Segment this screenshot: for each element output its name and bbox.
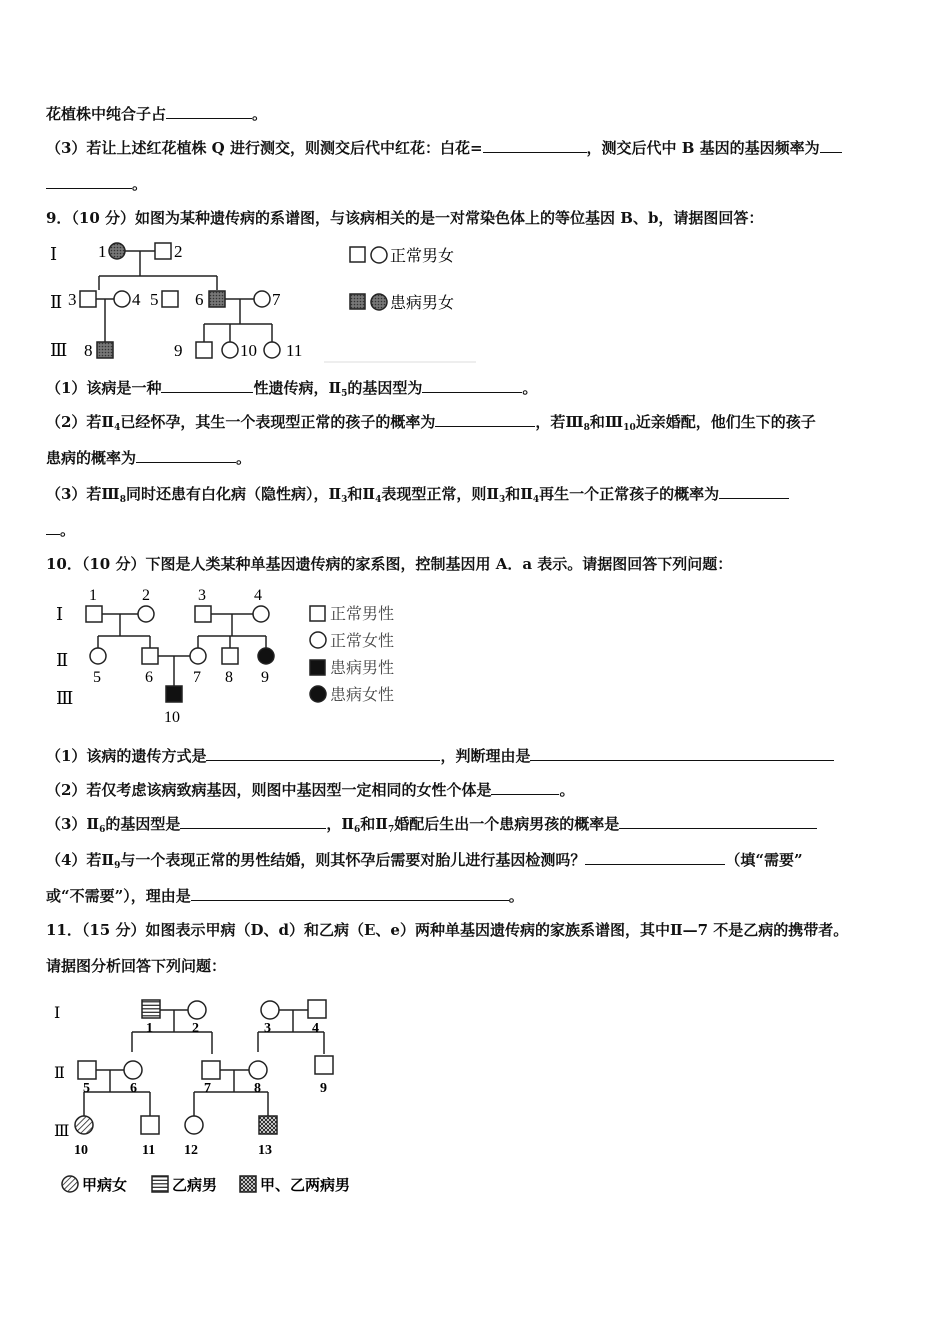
answer-blank[interactable] [585, 850, 725, 865]
legend-label: 正常女性 [330, 633, 395, 650]
member-number: 3 [68, 290, 77, 309]
member-number: 8 [225, 669, 233, 686]
text: 和Ⅱ [347, 485, 376, 503]
text: 。 [60, 521, 76, 539]
member-number: 7 [193, 669, 201, 686]
normal-female [185, 1116, 203, 1134]
member-number: 9 [261, 669, 269, 686]
legend-disease-ab-male [240, 1176, 256, 1192]
answer-blank[interactable] [46, 174, 132, 189]
q10-part2 [46, 780, 574, 800]
member-number: 10 [74, 1143, 88, 1158]
member-number: 8 [254, 1081, 261, 1096]
member-number: 2 [174, 242, 183, 261]
normal-male [315, 1056, 333, 1074]
q11-stem-cont: 请据图分析回答下列问题： [46, 957, 227, 975]
legend-disease-b-male [152, 1176, 168, 1192]
member-number: 7 [272, 290, 281, 309]
member-number: 2 [142, 587, 150, 604]
gen-label: Ⅱ [54, 1065, 65, 1082]
member-number: 5 [83, 1081, 90, 1096]
normal-female [264, 342, 280, 358]
member-number: 2 [192, 1021, 199, 1036]
normal-male [80, 291, 96, 307]
answer-blank[interactable] [166, 104, 252, 119]
gen-label: Ⅰ [50, 244, 58, 264]
answer-blank[interactable] [491, 780, 559, 795]
subscript: 8 [119, 495, 126, 505]
gen-label: Ⅲ [56, 688, 74, 708]
member-number: 6 [195, 290, 204, 309]
member-number: 12 [184, 1143, 198, 1158]
text: 和Ⅱ [360, 815, 388, 833]
normal-female [254, 291, 270, 307]
normal-male [195, 606, 211, 622]
answer-blank[interactable] [530, 746, 834, 761]
normal-female [114, 291, 130, 307]
text: （填“需要” [725, 851, 803, 869]
text: 和Ⅱ [505, 485, 533, 503]
member-number: 4 [312, 1021, 319, 1036]
legend-label: 甲病女 [82, 1178, 128, 1194]
answer-blank[interactable] [422, 378, 522, 393]
text: 的基因型是 [105, 815, 181, 833]
member-number: 7 [204, 1081, 211, 1096]
answer-blank[interactable] [136, 448, 236, 463]
q9-part2-cont [46, 448, 251, 468]
member-number: 8 [84, 341, 93, 360]
member-number: 6 [145, 669, 153, 686]
text: 。 [132, 175, 148, 193]
normal-female [138, 606, 154, 622]
normal-female [124, 1061, 142, 1079]
legend-normal-male [310, 606, 325, 621]
q10-part4 [46, 850, 803, 876]
text: 再生一个正常孩子的概率为 [539, 485, 720, 503]
text: 和Ⅲ [589, 413, 624, 431]
legend-label: 乙病男 [172, 1178, 218, 1194]
text: （2）若仅考虑该病致病基因，则图中基因型一定相同的女性个体是 [46, 781, 492, 799]
legend-label: 甲、乙两病男 [260, 1178, 351, 1194]
member-number: 3 [198, 587, 206, 604]
affected-female [258, 648, 274, 664]
subscript: 3 [341, 495, 348, 505]
member-number: 11 [286, 341, 303, 360]
text: 婚配后生出一个患病男孩的概率是 [394, 815, 620, 833]
text: ，测交后代中 B 基因的基因频率为 [586, 139, 820, 157]
q10-part4-cont [46, 886, 524, 906]
text: 已经怀孕，其生一个表现型正常的孩子的概率为 [120, 413, 436, 431]
text: 。 [252, 105, 268, 123]
text: ，判断理由是 [440, 747, 531, 765]
answer-blank[interactable] [161, 378, 253, 393]
text: 。 [559, 781, 575, 799]
q10-part3 [46, 814, 817, 840]
member-number: 9 [320, 1081, 327, 1096]
answer-blank[interactable] [719, 484, 789, 499]
subscript: 8 [583, 423, 590, 433]
prev-question-line-1 [46, 104, 267, 124]
text: 近亲婚配，他们生下的孩子 [635, 413, 816, 431]
gen-label: Ⅲ [54, 1123, 70, 1140]
member-number: 1 [146, 1021, 153, 1036]
q10-stem: 10．（10 分）下图是人类某种单基因遗传病的家系图，控制基因用 A．a 表示。请据图回答下列问题： [46, 555, 733, 573]
subscript: 4 [532, 495, 540, 505]
answer-blank[interactable] [180, 814, 326, 829]
member-number: 1 [89, 587, 97, 604]
member-number: 10 [164, 709, 180, 726]
text: 表现型正常，则Ⅱ [381, 485, 499, 503]
affected-male [97, 342, 113, 358]
subscript: 6 [354, 825, 361, 835]
legend-affected-male [310, 660, 325, 675]
normal-male [86, 606, 102, 622]
answer-blank[interactable] [206, 746, 440, 761]
normal-male [222, 648, 238, 664]
normal-female [188, 1001, 206, 1019]
gen-label: Ⅱ [50, 292, 63, 312]
text: （3）若Ⅲ [46, 485, 120, 503]
normal-female [222, 342, 238, 358]
normal-female [261, 1001, 279, 1019]
member-number: 9 [174, 341, 183, 360]
text: 患病的概率为 [46, 449, 137, 467]
normal-female [249, 1061, 267, 1079]
normal-male [155, 243, 171, 259]
legend-normal-female [310, 632, 326, 648]
text: 性遗传病，Ⅱ [253, 379, 342, 397]
normal-male [142, 648, 158, 664]
prev-question-line-2 [46, 138, 842, 158]
legend-label: 正常男性 [330, 606, 395, 623]
text: （2）若Ⅱ [46, 413, 115, 431]
q11-stem: 11．（15 分）如图表示甲病（D、d）和乙病（E、e）两种单基因遗传病的家族系谱图，其中Ⅱ—7 不是乙病的携带者。 [46, 921, 849, 939]
q9-part2 [46, 412, 816, 438]
text: 与一个表现正常的男性结婚，则其怀孕后需要对胎儿进行基因检测吗？ [120, 851, 586, 869]
affected-male [209, 291, 225, 307]
legend-disease-a-female [62, 1176, 78, 1192]
q9-part3-cont [46, 520, 75, 540]
subscript: 7 [387, 825, 395, 835]
subscript: 9 [114, 861, 121, 871]
normal-male [196, 342, 212, 358]
q9-pedigree-figure [44, 234, 484, 366]
text: （1）该病是一种 [46, 379, 162, 397]
q10-pedigree-figure [44, 580, 444, 728]
text: 花植株中纯合子占 [46, 105, 167, 123]
legend-affected-male [350, 294, 365, 309]
subscript: 5 [341, 389, 348, 399]
legend-affected-female [310, 686, 326, 702]
legend-normal-female [371, 247, 387, 263]
gen-label: Ⅰ [54, 1005, 61, 1022]
legend-label: 正常男女 [390, 248, 455, 265]
subscript: 10 [623, 423, 636, 433]
normal-male [202, 1061, 220, 1079]
member-number: 5 [93, 669, 101, 686]
answer-blank[interactable] [46, 520, 60, 535]
answer-blank[interactable] [483, 138, 587, 153]
q11-pedigree-figure [44, 994, 374, 1200]
text: 。 [236, 449, 252, 467]
legend-label: 患病男性 [330, 660, 395, 677]
member-number: 3 [264, 1021, 271, 1036]
text: （3）Ⅱ [46, 815, 100, 833]
text: ，若Ⅲ [535, 413, 584, 431]
text: 或“不需要”），理由是 [46, 887, 191, 905]
q9-stem: 9．（10 分）如图为某种遗传病的系谱图，与该病相关的是一对常染色体上的等位基因 B、b，请据图回答： [46, 209, 764, 227]
legend-normal-male [350, 247, 365, 262]
subscript: 6 [99, 825, 106, 835]
member-number: 5 [150, 290, 159, 309]
text: 。 [508, 887, 524, 905]
q10-part1 [46, 746, 834, 766]
disease-ab-male [259, 1116, 277, 1134]
gen-label: Ⅲ [50, 340, 68, 360]
answer-blank[interactable] [820, 138, 842, 153]
normal-female [90, 648, 106, 664]
text: 的基因型为 [347, 379, 423, 397]
q9-part3 [46, 484, 789, 510]
disease-b-male [142, 1000, 160, 1018]
member-number: 4 [132, 290, 141, 309]
normal-male [162, 291, 178, 307]
text: （3）若让上述红花植株 Q 进行测交，则测交后代中红花：白花= [46, 139, 483, 157]
normal-male [78, 1061, 96, 1079]
text: 。 [522, 379, 538, 397]
affected-female [109, 243, 125, 259]
subscript: 4 [375, 495, 382, 505]
text: ，Ⅱ [326, 815, 355, 833]
normal-female [190, 648, 206, 664]
disease-a-female [75, 1116, 93, 1134]
text: （4）若Ⅱ [46, 851, 115, 869]
member-number: 6 [130, 1081, 137, 1096]
answer-blank[interactable] [619, 814, 817, 829]
member-number: 1 [98, 242, 107, 261]
gen-label: Ⅰ [56, 604, 64, 624]
q9-part1 [46, 378, 537, 404]
member-number: 13 [258, 1143, 272, 1158]
gen-label: Ⅱ [56, 650, 69, 670]
text: （1）该病的遗传方式是 [46, 747, 207, 765]
answer-blank[interactable] [435, 412, 535, 427]
legend-label: 患病女性 [330, 687, 395, 704]
legend-affected-female [371, 294, 387, 310]
normal-male [141, 1116, 159, 1134]
text: 同时还患有白化病（隐性病），Ⅱ [125, 485, 342, 503]
answer-blank[interactable] [191, 886, 509, 901]
subscript: 3 [498, 495, 506, 505]
normal-female [253, 606, 269, 622]
legend-label: 患病男女 [390, 295, 455, 312]
member-number: 10 [240, 341, 257, 360]
subscript: 4 [114, 423, 121, 433]
member-number: 4 [254, 587, 262, 604]
affected-male [166, 686, 182, 702]
member-number: 11 [142, 1143, 156, 1158]
normal-male [308, 1000, 326, 1018]
prev-question-line-3 [46, 174, 147, 194]
